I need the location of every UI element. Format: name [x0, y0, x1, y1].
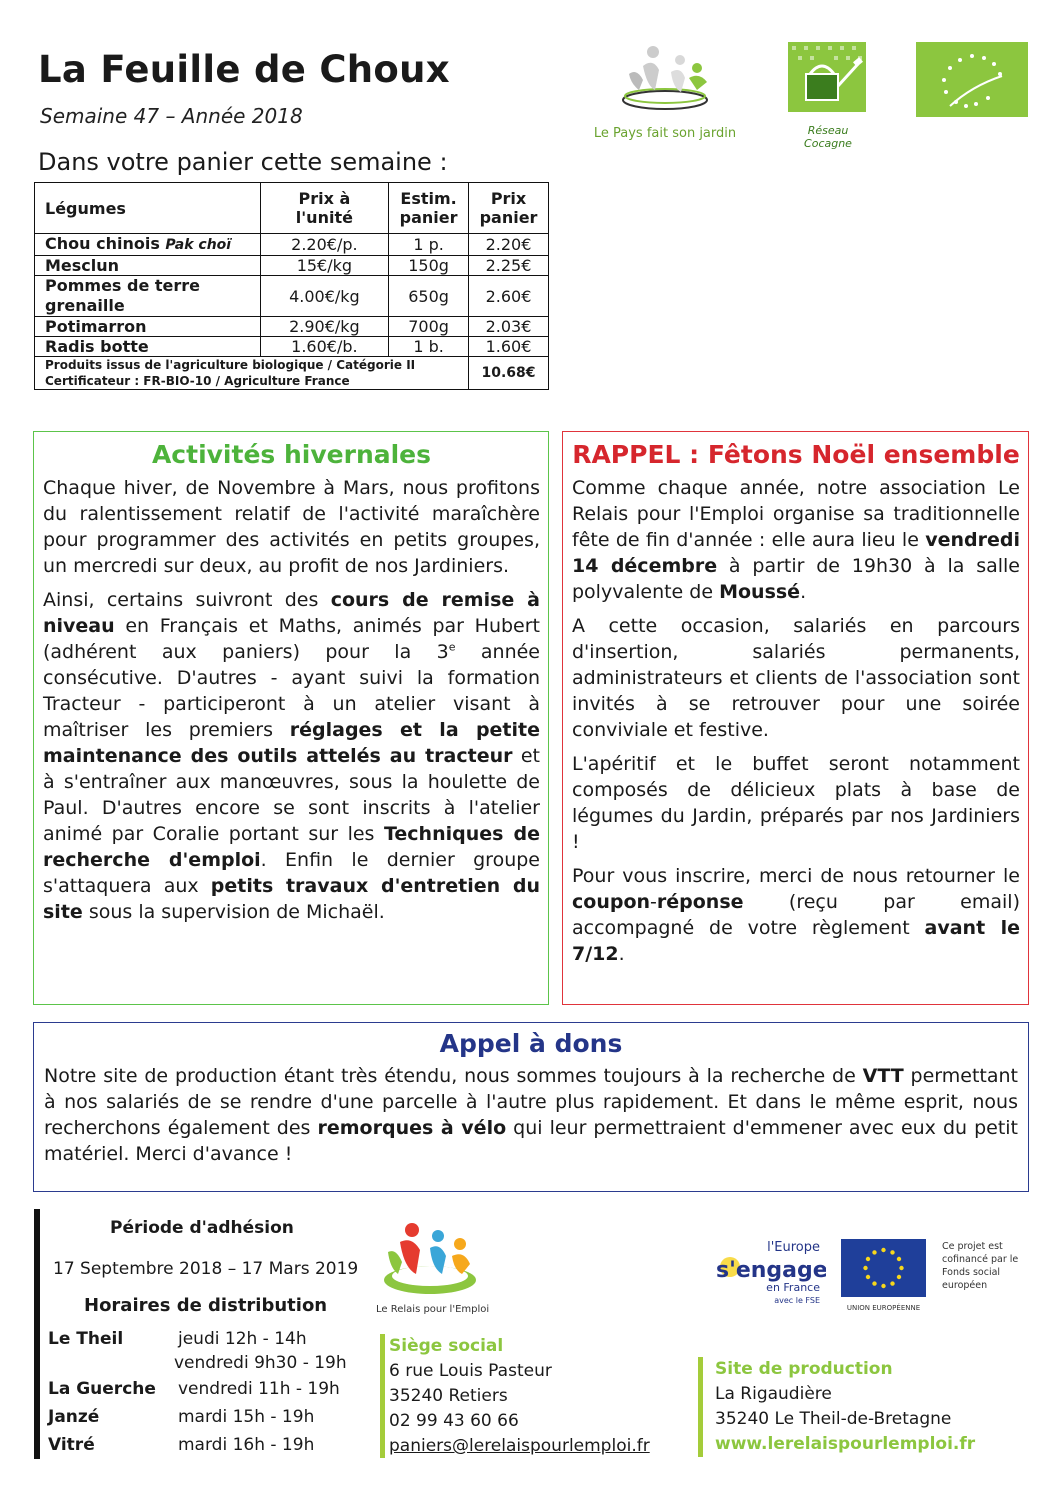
table-row: [35, 234, 549, 256]
table-row: [35, 276, 549, 317]
production-site-block: [698, 1357, 975, 1457]
basket-heading: Dans votre panier cette semaine :: [38, 148, 448, 176]
en-france-word: en France: [766, 1281, 820, 1294]
head-office-title: Siège social: [389, 1336, 504, 1356]
engage-word: s'engage: [716, 1258, 826, 1283]
membership-period-dates: 17 Septembre 2018 – 17 Mars 2019: [53, 1259, 359, 1279]
unit-price: 15€/kg: [260, 256, 389, 276]
basket-price: 1.60€: [469, 337, 549, 357]
unit-price: 4.00€/kg: [260, 276, 389, 317]
schedule-time: mardi 15h - 19h: [178, 1407, 315, 1427]
vegetable-name: Chou chinois Pak choï: [35, 234, 261, 256]
eu-flag-logo: [841, 1239, 926, 1312]
schedule-time: mardi 16h - 19h: [178, 1435, 315, 1455]
table-header-cell: Prix à l'unité: [260, 183, 389, 234]
schedule-city: Vitré: [48, 1435, 95, 1455]
head-office-block: [380, 1334, 650, 1458]
fse-word: avec le FSE: [774, 1296, 820, 1305]
page-subtitle: Semaine 47 – Année 2018: [40, 104, 303, 128]
eu-organic-leaf-icon: [916, 42, 1028, 117]
distribution-hours-title: Horaires de distribution: [84, 1295, 328, 1316]
membership-period-title: Période d'adhésion: [110, 1218, 294, 1238]
production-site-place: La Rigaudière: [715, 1384, 832, 1404]
fse-cofinancing-note: Ce projet est cofinancé par le Fonds social européen: [942, 1241, 1019, 1291]
schedule-time: vendredi 9h30 - 19h: [174, 1353, 347, 1373]
basket-price: 2.03€: [469, 317, 549, 337]
unit-price: 2.20€/p.: [260, 234, 389, 256]
relais-emploi-icon: [372, 1218, 492, 1300]
table-header-cell: Prix panier: [469, 183, 549, 234]
eu-flag-icon: [841, 1239, 926, 1297]
basket-price: 2.25€: [469, 256, 549, 276]
vegetable-name: Pommes de terre grenaille: [35, 276, 261, 317]
page-title: La Feuille de Choux: [38, 48, 450, 91]
eu-label: UNION EUROPÉENNE: [846, 1304, 921, 1312]
certification-line: Produits issus de l'agriculture biologique / Catégorie II: [45, 358, 416, 372]
production-site-title: Site de production: [715, 1359, 893, 1379]
certification-note: [35, 357, 469, 390]
estimated-quantity: 650g: [389, 276, 469, 317]
production-site-city: 35240 Le Theil-de-Bretagne: [715, 1409, 952, 1429]
relais-emploi-logo: [372, 1218, 492, 1328]
schedule-city: La Guerche: [48, 1379, 156, 1399]
pays-jardin-icon: [585, 38, 745, 116]
table-footer-row: [35, 357, 549, 390]
watering-can-icon: [788, 42, 866, 112]
head-office-address: 6 rue Louis Pasteur: [389, 1361, 552, 1381]
basket-price: 2.60€: [469, 276, 549, 317]
cocagne-caption: Réseau Cocagne: [804, 124, 852, 150]
unit-price: 1.60€/b.: [260, 337, 389, 357]
table-header-cell: Estim. panier: [389, 183, 469, 234]
cocagne-logo: [788, 42, 868, 150]
eu-organic-logo: [916, 42, 1028, 117]
donations-box: [33, 1022, 1029, 1192]
reminder-box: [562, 431, 1029, 1005]
reminder-title: RAPPEL : Fêtons Noël ensemble: [572, 440, 1020, 469]
activities-paragraph: Ainsi, certains suivront des cours de remise à niveau en Français et Maths, animés par Hubert (adhérent aux paniers) pour la 3e année consécutive. D'autres - ayant suivi la formation Tracteur - participeront à un atelier visant à maîtriser les premiers réglages et la petite maintenance des outils attelés au tracteur et à s'entraîner aux manœuvres, sous la houlette de Paul. D'autres encore se sont inscrits à l'atelier animé par Coralie portant sur les Techniques de recherche d'emploi. Enfin le dernier groupe s'attaquera aux petits travaux d'entretien du site sous la supervision de Michaël.: [43, 589, 541, 923]
vegetable-name: Potimarron: [35, 317, 261, 337]
donations-title: Appel à dons: [439, 1029, 623, 1058]
pays-jardin-caption: Le Pays fait son jardin: [593, 126, 737, 141]
schedule-city: Le Theil: [48, 1329, 124, 1349]
membership-schedule-panel: [34, 1209, 368, 1459]
activities-title: Activités hivernales: [151, 440, 432, 469]
grand-total: 10.68€: [469, 357, 549, 390]
schedule-time: jeudi 12h - 14h: [178, 1329, 307, 1349]
head-office-email-link[interactable]: paniers@lerelaispourlemploi.fr: [389, 1436, 650, 1456]
schedule-time: vendredi 11h - 19h: [178, 1379, 340, 1399]
reminder-paragraph: A cette occasion, salariés en parcours d'insertion, salariés permanents, administrateurs et clients de l'association sont invités à se retrouver pour une soirée conviviale et festive.: [572, 615, 1020, 741]
vegetable-name: Radis botte: [35, 337, 261, 357]
europe-engage-logo: [714, 1237, 826, 1309]
vegetable-name: Mesclun: [35, 256, 261, 276]
table-row: [35, 337, 549, 357]
pays-jardin-logo: [585, 38, 745, 141]
relais-emploi-caption: Le Relais pour l'Emploi: [376, 1304, 490, 1315]
estimated-quantity: 1 p.: [389, 234, 469, 256]
reminder-paragraph: Pour vous inscrire, merci de nous retourner le coupon-réponse (reçu par email) accompagné de votre règlement avant le 7/12.: [572, 865, 1020, 965]
estimated-quantity: 150g: [389, 256, 469, 276]
table-header-row: [35, 183, 549, 234]
schedule-city: Janzé: [48, 1407, 100, 1427]
table-row: [35, 317, 549, 337]
activities-paragraph: Chaque hiver, de Novembre à Mars, nous profitons du ralentissement relatif de l'activité maraîchère pour programmer des activités en petits groupes, un mercredi sur deux, au profit de nos Jardiniers.: [43, 477, 540, 577]
head-office-city: 35240 Retiers: [389, 1386, 508, 1406]
europe-word: l'Europe: [767, 1240, 820, 1255]
estimated-quantity: 700g: [389, 317, 469, 337]
reminder-paragraph: L'apéritif et le buffet seront notamment composés de délicieux plats à base de légumes du Jardin, préparés par nos Jardiniers !: [572, 753, 1020, 853]
basket-price: 2.20€: [469, 234, 549, 256]
unit-price: 2.90€/kg: [260, 317, 389, 337]
website-link[interactable]: www.lerelaispourlemploi.fr: [715, 1434, 976, 1454]
certification-line: Certificateur : FR-BIO-10 / Agriculture France: [45, 374, 350, 388]
estimated-quantity: 1 b.: [389, 337, 469, 357]
table-header-cell: Légumes: [35, 183, 261, 234]
activities-box: [33, 431, 549, 1005]
europe-engage-icon: [714, 1237, 826, 1309]
vegetable-variety: Pak choï: [165, 237, 232, 253]
table-row: [35, 256, 549, 276]
head-office-phone: 02 99 43 60 66: [389, 1411, 519, 1431]
donations-paragraph: Notre site de production étant très étendu, nous sommes toujours à la recherche de VTT permettant à nos salariés de se rendre d'une parcelle à l'autre plus rapidement. Et dans le même esprit, nous recherchons également des remorques à vélo qui leur permettraient d'emmener avec eux du petit matériel. Merci d'avance !: [44, 1065, 1019, 1165]
vegetable-table: [34, 182, 549, 390]
reminder-paragraph: Comme chaque année, notre association Le Relais pour l'Emploi organise sa traditionnelle fête de fin d'année : elle aura lieu le vendredi 14 décembre à partir de 19h30 à la salle polyvalente de Moussé.: [572, 477, 1020, 603]
